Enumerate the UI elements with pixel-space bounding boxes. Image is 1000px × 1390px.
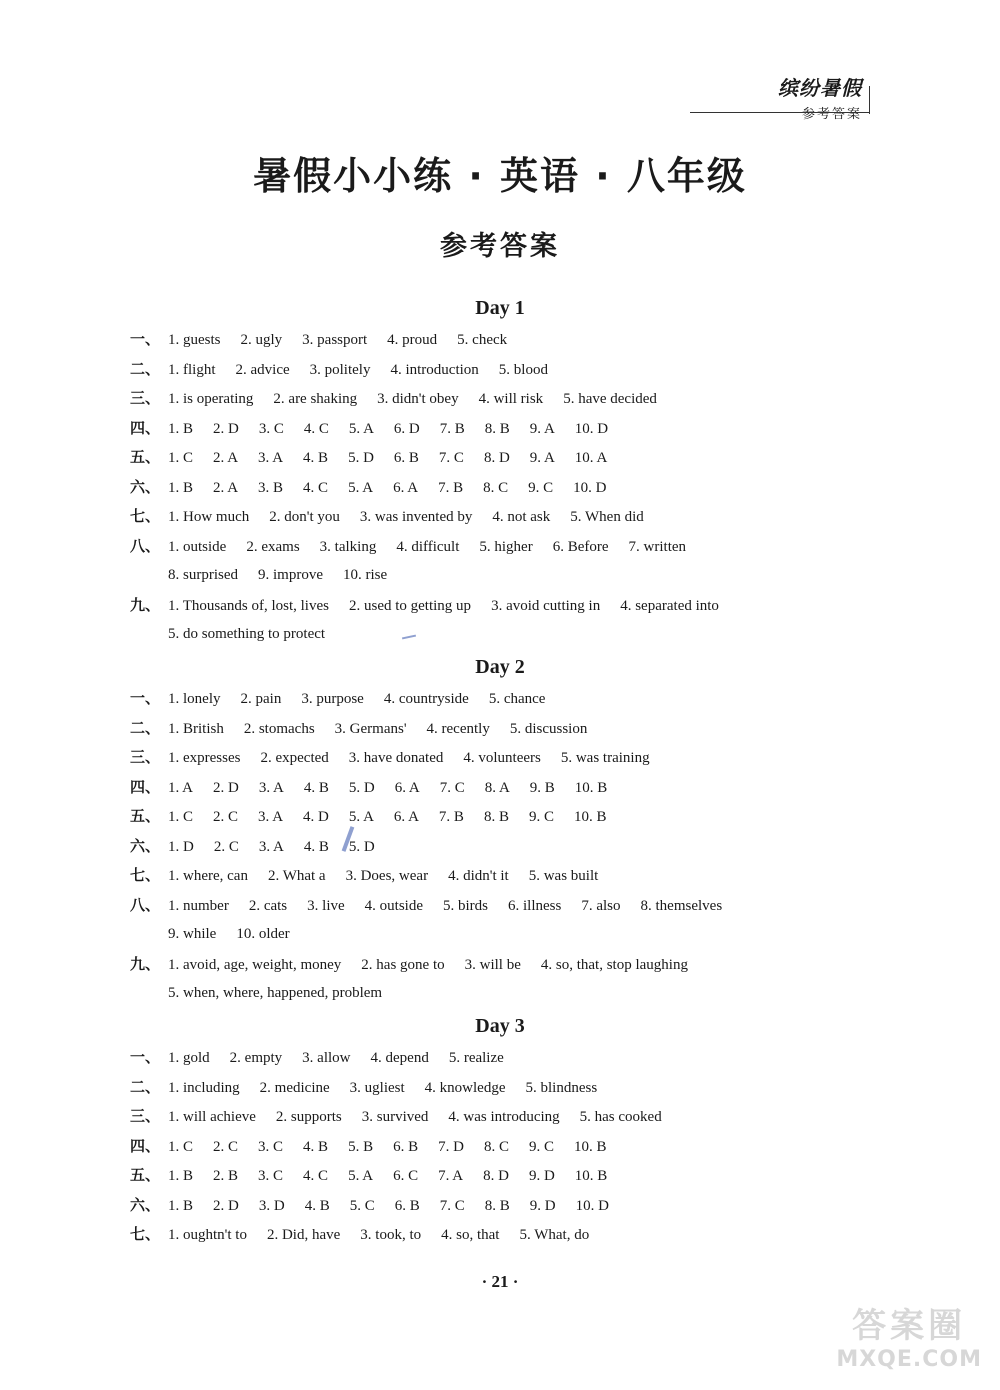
answer-item: 4. D — [303, 809, 329, 825]
question-number: 二、 — [130, 1077, 161, 1096]
answer-item: 2. C — [213, 838, 239, 855]
answer-item: 3. politely — [309, 361, 371, 378]
answer-item: 6. illness — [508, 897, 562, 914]
day-heading: Day 1 — [475, 297, 525, 319]
answer-row — [130, 591, 890, 621]
answer-item: 3. was invented by — [359, 509, 473, 525]
answer-item: 4. B — [303, 450, 329, 466]
series-header — [778, 72, 862, 122]
answer-item: 1. lonely — [168, 691, 221, 707]
answer-item: 3. A — [258, 779, 284, 796]
answer-item: 2. supports — [275, 1109, 342, 1125]
answer-item: 6. Before — [552, 538, 609, 555]
answer-row — [130, 620, 890, 650]
answer-item: 1. How much — [168, 509, 250, 525]
question-number: 七、 — [130, 507, 161, 525]
answer-item: 2. don't you — [269, 509, 340, 525]
answer-item: 1. B — [168, 420, 194, 437]
answer-item: 3. D — [258, 1197, 285, 1214]
answer-item: 3. will be — [464, 956, 521, 973]
answer-item: 5. A — [348, 420, 374, 437]
answer-item: 7. written — [628, 538, 687, 555]
answer-item: 6. C — [393, 1168, 419, 1184]
answer-row — [130, 891, 890, 921]
answer-item: 6. D — [393, 420, 420, 437]
answer-item: 5. When did — [570, 509, 644, 525]
answer-item: 4. so, that, stop laughing — [540, 956, 688, 973]
question-number: 三、 — [130, 389, 161, 407]
answer-item: 7. C — [439, 779, 465, 796]
answer-item: 3. didn't obey — [377, 391, 459, 407]
answer-row — [130, 1161, 890, 1191]
answer-item: 3. A — [258, 809, 284, 825]
answer-row — [130, 1102, 890, 1132]
answer-item: 10. B — [574, 779, 608, 796]
answer-item: 7. B — [438, 809, 464, 825]
answer-item: 10. B — [573, 809, 607, 825]
answer-item: 1. oughtn't to — [168, 1227, 247, 1243]
answer-row — [130, 1043, 890, 1073]
answer-item: 9. D — [529, 1197, 556, 1214]
answer-row — [130, 384, 890, 414]
answer-item: 7. A — [438, 1168, 464, 1184]
answer-item: 1. gold — [168, 1050, 210, 1066]
answer-item: 1. C — [168, 809, 194, 825]
answer-row — [130, 714, 890, 744]
answer-item: 3. C — [258, 1138, 284, 1155]
answer-item: 3. live — [307, 897, 345, 914]
answer-item: 3. Germans' — [334, 720, 407, 737]
answer-item: 2. pain — [240, 691, 282, 707]
answer-row — [130, 773, 890, 803]
answer-item: 5. do something to protect — [168, 626, 326, 642]
answer-item: 5. has cooked — [579, 1109, 662, 1125]
answer-item: 1. B — [168, 479, 194, 496]
answer-item: 4. depend — [370, 1050, 429, 1066]
answer-item: 2. advice — [235, 361, 290, 378]
answer-item: 8. B — [483, 809, 509, 825]
answer-item: 2. expected — [260, 750, 329, 766]
answer-item: 6. B — [393, 450, 419, 466]
answer-item: 4. didn't it — [448, 868, 509, 884]
answer-item: 4. so, that — [441, 1227, 500, 1243]
answer-row — [130, 920, 890, 950]
answer-item: 2. C — [213, 1138, 239, 1155]
question-number: 四、 — [130, 1136, 161, 1155]
answer-item: 10. B — [574, 1168, 608, 1184]
answer-item: 4. C — [303, 1168, 329, 1184]
answer-item: 4. recently — [426, 720, 490, 737]
watermark-logo — [836, 1298, 982, 1372]
answer-item: 6. B — [394, 1197, 420, 1214]
answer-item: 10. D — [575, 1197, 609, 1214]
answer-item: 3. purpose — [301, 691, 364, 707]
answer-item: 10. older — [236, 926, 290, 942]
series-name: 缤纷暑假 — [778, 76, 862, 100]
question-number: 一、 — [130, 689, 161, 707]
answer-item: 3. ugliest — [349, 1079, 405, 1096]
question-number: 五、 — [130, 807, 161, 825]
question-number: 六、 — [130, 1195, 161, 1214]
answer-item: 2. Did, have — [266, 1227, 341, 1243]
answer-item: 8. D — [483, 1168, 509, 1184]
answer-item: 4. C — [303, 420, 329, 437]
question-number: 三、 — [130, 748, 161, 766]
answer-item: 2. B — [213, 1168, 239, 1184]
answer-row — [130, 561, 890, 591]
answer-item: 8. themselves — [640, 897, 723, 914]
question-number: 七、 — [130, 1225, 161, 1243]
watermark-url: MXQE.COM — [836, 1347, 982, 1372]
answer-item: 2. What a — [267, 868, 326, 884]
answer-item: 5. chance — [488, 691, 546, 707]
question-number: 七、 — [130, 866, 161, 884]
answer-row — [130, 861, 890, 891]
answer-row — [130, 950, 890, 980]
answer-item: 8. B — [484, 1197, 510, 1214]
answer-item: 3. B — [258, 479, 284, 496]
answer-item: 4. not ask — [492, 509, 551, 525]
answer-item: 8. B — [484, 420, 510, 437]
answer-item: 1. British — [168, 720, 224, 737]
answer-item: 10. A — [574, 450, 608, 466]
answer-item: 5. check — [457, 332, 508, 348]
question-number: 二、 — [130, 359, 161, 378]
answer-item: 6. A — [394, 779, 420, 796]
answer-item: 2. empty — [229, 1050, 283, 1066]
answer-item: 1. Thousands of, lost, lives — [168, 597, 329, 614]
answer-item: 5. A — [348, 809, 374, 825]
answer-item: 3. took, to — [360, 1227, 422, 1243]
day-heading: Day 2 — [475, 656, 525, 678]
answer-item: 7. B — [439, 420, 465, 437]
question-number: 九、 — [130, 595, 161, 614]
answer-row — [130, 979, 890, 1009]
question-number: 八、 — [130, 895, 161, 914]
header-rule — [690, 112, 870, 113]
answer-item: 4. B — [304, 1197, 330, 1214]
answer-item: 7. also — [581, 897, 621, 914]
page-title: 暑假小小练 · 英语 · 八年级 — [253, 154, 747, 198]
answer-item: 9. B — [529, 779, 555, 796]
answer-item: 3. talking — [319, 538, 377, 555]
question-number: 八、 — [130, 536, 161, 555]
answer-item: 9. A — [529, 450, 555, 466]
answer-item: 5. A — [348, 1168, 374, 1184]
answer-item: 2. D — [213, 1197, 239, 1214]
question-number: 四、 — [130, 777, 161, 796]
answer-item: 7. D — [438, 1138, 464, 1155]
answer-row — [130, 414, 890, 444]
answer-item: 1. outside — [168, 538, 227, 555]
answer-item: 3. have donated — [348, 750, 444, 766]
answer-item: 9. while — [168, 926, 217, 942]
page-number: · 21 · — [481, 1272, 519, 1291]
answer-item: 6. A — [393, 809, 419, 825]
answer-item: 2. medicine — [259, 1079, 330, 1096]
answer-item: 1. C — [168, 1138, 194, 1155]
question-number: 六、 — [130, 477, 161, 496]
answer-item: 5. when, where, happened, problem — [168, 985, 383, 1001]
answer-item: 3. survived — [361, 1109, 429, 1125]
answer-item: 4. outside — [364, 897, 423, 914]
answer-item: 6. B — [393, 1138, 419, 1155]
answer-item: 10. D — [573, 479, 607, 496]
answer-item: 4. will risk — [478, 391, 544, 407]
answer-item: 2. exams — [246, 538, 300, 555]
answer-item: 2. stomachs — [243, 720, 315, 737]
answer-item: 1. B — [168, 1197, 194, 1214]
answer-item: 4. B — [303, 779, 329, 796]
answer-item: 3. passport — [302, 332, 368, 348]
answer-item: 5. A — [348, 479, 374, 496]
answer-item: 2. cats — [248, 897, 288, 914]
answer-item: 5. blindness — [525, 1079, 598, 1096]
answer-row — [130, 1220, 890, 1250]
answer-row — [130, 443, 890, 473]
question-number: 一、 — [130, 330, 161, 348]
answer-item: 5. D — [348, 838, 375, 855]
answer-item: 3. A — [258, 838, 284, 855]
question-number: 四、 — [130, 418, 161, 437]
answer-item: 4. volunteers — [463, 750, 541, 766]
day-section-1 — [130, 291, 890, 650]
answer-item: 1. is operating — [168, 391, 254, 407]
answer-item: 2. A — [213, 479, 239, 496]
answer-item: 2. ugly — [240, 332, 283, 348]
answer-item: 3. allow — [302, 1050, 351, 1066]
answer-item: 1. number — [168, 897, 229, 914]
answer-item: 4. was introducing — [448, 1109, 560, 1125]
day-heading: Day 3 — [475, 1015, 525, 1037]
answer-item: 1. guests — [168, 332, 221, 348]
question-number: 三、 — [130, 1107, 161, 1125]
answer-item: 9. improve — [258, 567, 323, 583]
answer-item: 9. A — [529, 420, 555, 437]
answer-item: 8. surprised — [168, 567, 238, 583]
question-number: 五、 — [130, 1166, 161, 1184]
answer-row — [130, 832, 890, 862]
answer-item: 7. C — [438, 450, 464, 466]
answer-item: 7. C — [439, 1197, 465, 1214]
answer-item: 1. B — [168, 1168, 194, 1184]
answer-item: 1. where, can — [168, 868, 248, 884]
answer-row — [130, 532, 890, 562]
answer-item: 4. proud — [387, 332, 438, 348]
answer-item: 5. blood — [498, 361, 548, 378]
answer-item: 3. C — [258, 1168, 284, 1184]
answer-item: 6. A — [393, 479, 419, 496]
answer-item: 10. D — [574, 420, 609, 437]
answer-row — [130, 684, 890, 714]
header-vertical-rule — [869, 86, 870, 114]
answer-item: 2. D — [213, 779, 239, 796]
day-section-2 — [130, 650, 890, 1009]
answer-item: 1. C — [168, 450, 194, 466]
answer-item: 2. used to getting up — [348, 597, 472, 614]
answer-item: 7. B — [438, 479, 464, 496]
answer-item: 4. introduction — [390, 361, 479, 378]
answer-item: 4. separated into — [620, 597, 719, 614]
answer-item: 3. avoid cutting in — [491, 597, 601, 614]
watermark-text: 答案圈 — [852, 1306, 967, 1346]
answer-item: 2. D — [213, 420, 239, 437]
answer-item: 9. D — [528, 1168, 555, 1184]
answer-item: 4. B — [303, 838, 329, 855]
answer-item: 10. rise — [343, 567, 388, 583]
answer-item: 1. will achieve — [168, 1109, 256, 1125]
answer-item: 1. flight — [168, 361, 216, 378]
answer-item: 8. C — [483, 1138, 509, 1155]
answer-item: 3. A — [258, 450, 284, 466]
question-number: 五、 — [130, 448, 161, 466]
answer-row — [130, 325, 890, 355]
answer-item: 1. including — [168, 1079, 240, 1096]
answer-row — [130, 1073, 890, 1103]
answer-item: 9. C — [528, 1138, 554, 1155]
answer-item: 5. realize — [448, 1050, 504, 1066]
page-subtitle: 参考答案 — [440, 231, 560, 262]
answer-item: 3. Does, wear — [345, 868, 429, 884]
question-number: 二、 — [130, 718, 161, 737]
answer-item: 5. was training — [560, 750, 650, 766]
answer-item: 5. higher — [479, 538, 533, 555]
answer-item: 9. C — [528, 809, 554, 825]
answer-row — [130, 502, 890, 532]
answer-item: 2. has gone to — [361, 956, 445, 973]
answer-item: 5. D — [348, 450, 374, 466]
answer-item: 2. A — [213, 450, 239, 466]
answer-row — [130, 743, 890, 773]
answer-item: 4. difficult — [396, 538, 460, 555]
answer-item: 2. C — [213, 809, 239, 825]
question-number: 九、 — [130, 954, 161, 973]
answer-item: 5. discussion — [509, 720, 588, 737]
answer-item: 1. A — [168, 779, 194, 796]
answer-item: 8. D — [483, 450, 510, 466]
answer-item: 1. D — [168, 838, 194, 855]
answer-item: 4. knowledge — [424, 1079, 506, 1096]
day-section-3 — [130, 1009, 890, 1250]
answer-item: 1. avoid, age, weight, money — [168, 956, 342, 973]
answer-item: 4. countryside — [383, 691, 469, 707]
question-number: 六、 — [130, 836, 161, 855]
answer-item: 8. A — [484, 779, 510, 796]
answer-item: 9. C — [528, 479, 554, 496]
answer-item: 4. B — [303, 1138, 329, 1155]
answer-row — [130, 1132, 890, 1162]
answer-item: 5. D — [348, 779, 375, 796]
answer-item: 3. C — [258, 420, 284, 437]
answer-item: 5. B — [348, 1138, 374, 1155]
answer-row — [130, 1191, 890, 1221]
answer-item: 8. C — [483, 479, 509, 496]
answer-item: 5. birds — [443, 897, 488, 914]
answer-item: 5. have decided — [563, 391, 657, 407]
answer-row — [130, 355, 890, 385]
answer-item: 10. B — [573, 1138, 607, 1155]
answer-item: 2. are shaking — [273, 391, 358, 407]
answer-item: 5. was built — [528, 868, 599, 884]
answer-row — [130, 802, 890, 832]
question-number: 一、 — [130, 1048, 161, 1066]
answer-item: 1. expresses — [168, 750, 241, 766]
answer-row — [130, 473, 890, 503]
answer-item: 4. C — [303, 479, 329, 496]
answer-item: 5. What, do — [519, 1227, 590, 1243]
answer-item: 5. C — [349, 1197, 375, 1214]
series-section-label: 参考答案 — [801, 107, 862, 122]
